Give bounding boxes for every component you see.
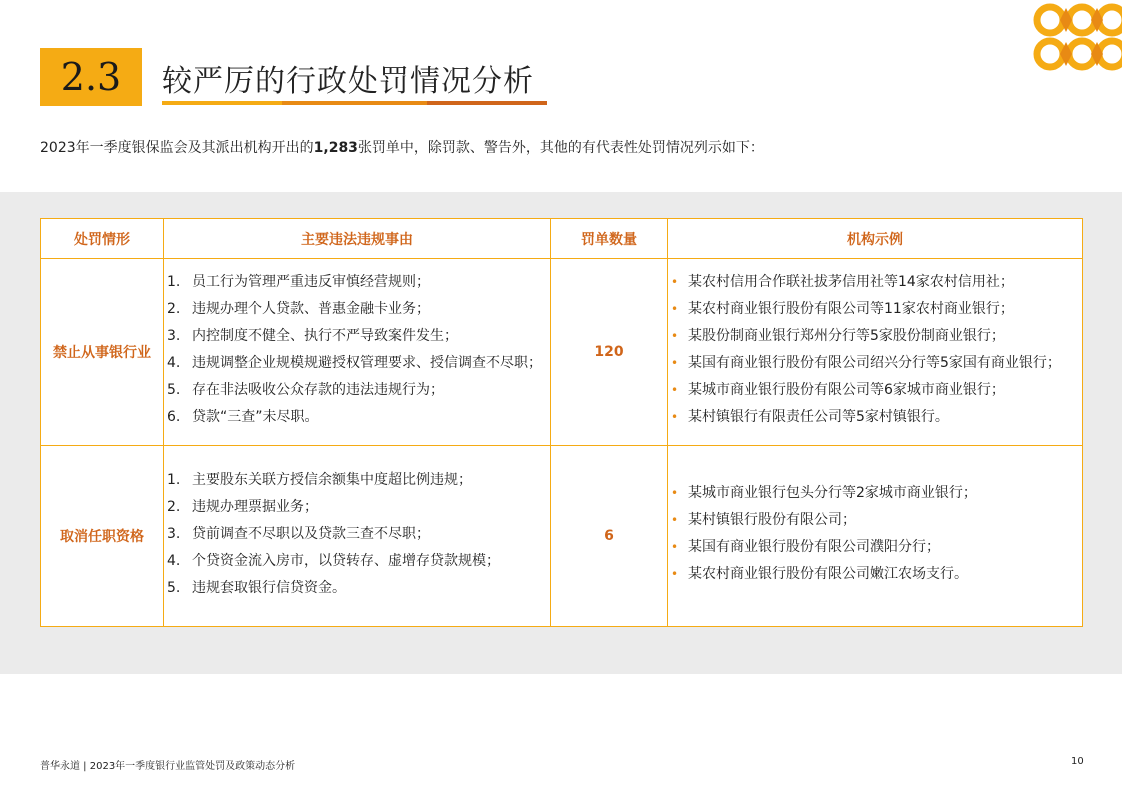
list-item: 2. 违规办理票据业务； [167, 498, 318, 515]
list-item: • 某农村商业银行股份有限公司嫩江农场支行。 [671, 566, 968, 582]
list-item: • 某农村信用合作联社拔茅信用社等14家农村信用社； [671, 274, 1014, 290]
list-item: • 某村镇银行股份有限公司； [671, 512, 856, 528]
list-item: • 某城市商业银行包头分行等2家城市商业银行； [671, 485, 977, 501]
intro-suffix: 张罚单中，除罚款、警告外，其他的有代表性处罚情况列示如下： [357, 140, 764, 156]
institutions-cell [668, 446, 1083, 627]
table-row [41, 446, 1083, 627]
ticket-count: 6 [551, 446, 668, 627]
reasons-list [167, 471, 546, 598]
list-item: • 某村镇银行有限责任公司等5家村镇银行。 [671, 409, 949, 425]
intro-count: 1,283 [313, 140, 358, 156]
list-item: 1. 员工行为管理严重违反审慎经营规则； [167, 274, 430, 290]
brand-logo-icon [1026, 2, 1122, 78]
institutions-cell [668, 259, 1083, 446]
bullet-icon: • [671, 486, 679, 500]
bullet-icon: • [671, 356, 679, 370]
page-title: 较严厉的行政处罚情况分析 [162, 64, 534, 99]
penalty-type: 取消任职资格 [41, 446, 164, 627]
bullet-icon: • [671, 383, 679, 397]
header-main-reasons: 主要违法违规事由 [164, 219, 551, 259]
bullet-icon: • [671, 302, 679, 316]
penalty-table [40, 218, 1083, 627]
bullet-icon: • [671, 329, 679, 343]
title-underline [162, 101, 547, 105]
list-item: 5. 违规套取银行信贷资金。 [167, 579, 346, 596]
intro-text [40, 137, 764, 157]
page-number: 10 [1071, 756, 1084, 767]
header-penalty-type: 处罚情形 [41, 219, 164, 259]
table-header-row [41, 219, 1083, 259]
header-ticket-count: 罚单数量 [551, 219, 668, 259]
penalty-type: 禁止从事银行业 [41, 259, 164, 446]
list-item: 3. 贷前调查不尽职以及贷款三查不尽职； [167, 525, 430, 542]
list-item: • 某农村商业银行股份有限公司等11家农村商业银行； [671, 301, 1014, 317]
institutions-list [671, 484, 1078, 584]
bullet-icon: • [671, 513, 679, 527]
list-item: • 某国有商业银行股份有限公司绍兴分行等5家国有商业银行； [671, 355, 1061, 371]
bullet-icon: • [671, 275, 679, 289]
list-item: 6. 贷款“三查”未尽职。 [167, 409, 319, 425]
bullet-icon: • [671, 567, 679, 581]
bullet-icon: • [671, 540, 679, 554]
table-row [41, 259, 1083, 446]
list-item: 1. 主要股东关联方授信余额集中度超比例违规； [167, 471, 472, 488]
list-item: 4. 违规调整企业规模规避授权管理要求、授信调查不尽职； [167, 355, 542, 371]
list-item: • 某股份制商业银行郑州分行等5家股份制商业银行； [671, 328, 1005, 344]
institutions-list [671, 273, 1078, 427]
bullet-icon: • [671, 410, 679, 424]
list-item: 2. 违规办理个人贷款、普惠金融卡业务； [167, 301, 430, 317]
reasons-cell [164, 259, 551, 446]
list-item: 4. 个贷资金流入房市，以贷转存、虚增存贷款规模； [167, 552, 500, 569]
section-number: 2.3 [60, 55, 122, 99]
footer-text: 普华永道 | 2023年一季度银行业监管处罚及政策动态分析 [40, 761, 296, 772]
list-item: • 某国有商业银行股份有限公司濮阳分行； [671, 539, 940, 555]
header-institution-examples: 机构示例 [668, 219, 1083, 259]
list-item: 5. 存在非法吸收公众存款的违法违规行为； [167, 382, 444, 398]
list-item: 3. 内控制度不健全、执行不严导致案件发生； [167, 328, 458, 344]
reasons-list [167, 273, 546, 427]
section-number-badge [40, 48, 142, 106]
ticket-count: 120 [551, 259, 668, 446]
intro-prefix: 2023年一季度银保监会及其派出机构开出的 [40, 140, 314, 156]
reasons-cell [164, 446, 551, 627]
list-item: • 某城市商业银行股份有限公司等6家城市商业银行； [671, 382, 1005, 398]
